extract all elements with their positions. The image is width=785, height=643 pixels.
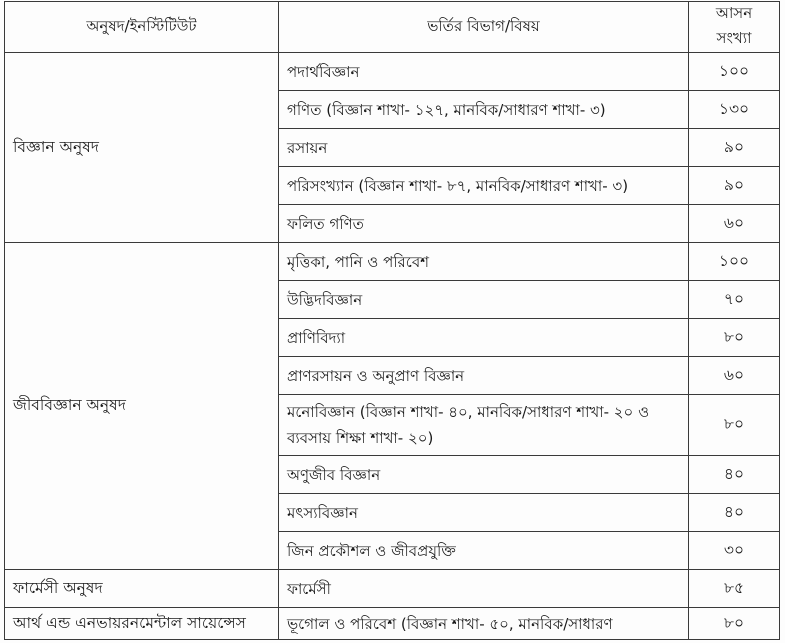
- table-header-row: [5, 2, 780, 53]
- seat-count: ৮৫: [689, 570, 780, 608]
- subject-cell: মৃত্তিকা, পানি ও পরিবেশ: [279, 243, 689, 281]
- header-faculty: অনুষদ/ইনস্টিটিউট: [5, 2, 279, 53]
- subject-cell: মনোবিজ্ঞান (বিজ্ঞান শাখা- ৪০, মানবিক/সাধারণ শাখা- ২০ ও ব্যবসায় শিক্ষা শাখা- ২০): [279, 395, 689, 456]
- seat-count: ৬০: [689, 205, 780, 243]
- subject-cell: উদ্ভিদবিজ্ঞান: [279, 281, 689, 319]
- seat-count: ৪০: [689, 494, 780, 532]
- seat-count: ৭০: [689, 281, 780, 319]
- faculty-name-earth-environment: আর্থ এন্ড এনভায়রনমেন্টাল সায়েন্সেস: [5, 608, 279, 640]
- table-row: [5, 243, 780, 281]
- seat-count: ১৩০: [689, 91, 780, 129]
- subject-cell: প্রাণিবিদ্যা: [279, 319, 689, 357]
- subject-cell: পরিসংখ্যান (বিজ্ঞান শাখা- ৮৭, মানবিক/সাধারণ শাখা- ৩): [279, 167, 689, 205]
- subject-cell: প্রাণরসায়ন ও অনুপ্রাণ বিজ্ঞান: [279, 357, 689, 395]
- seat-count: ৮০: [689, 608, 780, 640]
- table-row: [5, 570, 780, 608]
- seat-count: ৮০: [689, 319, 780, 357]
- seat-count: ৮০: [689, 395, 780, 456]
- table-row: [5, 53, 780, 91]
- faculty-name-science: বিজ্ঞান অনুষদ: [5, 53, 279, 243]
- subject-cell: মৎস্যবিজ্ঞান: [279, 494, 689, 532]
- seat-count: ৯০: [689, 167, 780, 205]
- subject-cell: ফলিত গণিত: [279, 205, 689, 243]
- seat-distribution-table: [4, 1, 780, 640]
- header-seats: আসন সংখ্যা: [689, 2, 780, 53]
- seat-count: ১০০: [689, 53, 780, 91]
- faculty-name-biology: জীববিজ্ঞান অনুষদ: [5, 243, 279, 570]
- subject-cell: ফার্মেসী: [279, 570, 689, 608]
- subject-cell: পদার্থবিজ্ঞান: [279, 53, 689, 91]
- header-subject: ভর্তির বিভাগ/বিষয়: [279, 2, 689, 53]
- seat-count: ৩০: [689, 532, 780, 570]
- table-row: [5, 608, 780, 640]
- subject-cell: জিন প্রকৌশল ও জীবপ্রযুক্তি: [279, 532, 689, 570]
- subject-cell: রসায়ন: [279, 129, 689, 167]
- seat-count: ৬০: [689, 357, 780, 395]
- subject-cell: অণুজীব বিজ্ঞান: [279, 456, 689, 494]
- subject-cell: গণিত (বিজ্ঞান শাখা- ১২৭, মানবিক/সাধারণ শাখা- ৩): [279, 91, 689, 129]
- seat-count: ৪০: [689, 456, 780, 494]
- subject-cell: ভূগোল ও পরিবেশ (বিজ্ঞান শাখা- ৫০, মানবিক/সাধারণ: [279, 608, 689, 640]
- seat-count: ১০০: [689, 243, 780, 281]
- seat-count: ৯০: [689, 129, 780, 167]
- faculty-name-pharmacy: ফার্মেসী অনুষদ: [5, 570, 279, 608]
